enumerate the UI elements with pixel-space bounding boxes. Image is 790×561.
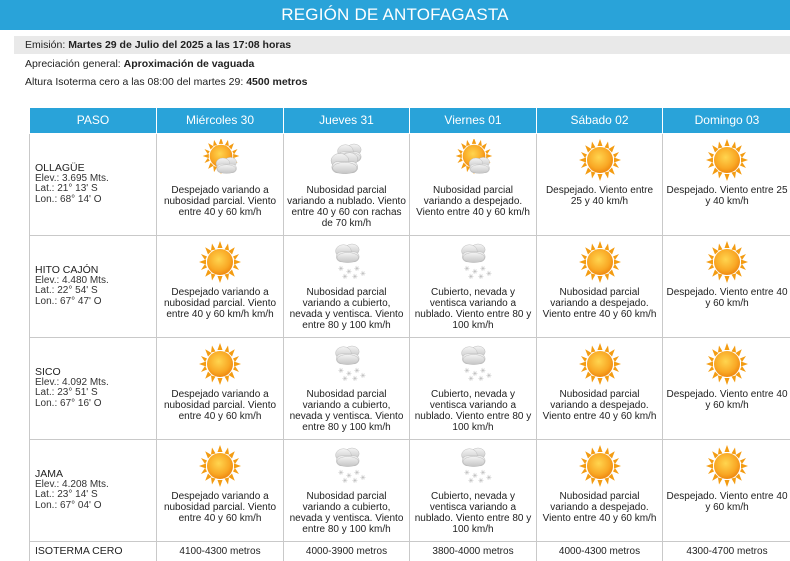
paso-lat: Lat.: 23° 51' S	[35, 387, 98, 399]
paso-info-cell	[30, 133, 157, 235]
forecast-text: Nubosidad parcial variando a despejado. Viento entre 40 y 60 km/h	[542, 286, 657, 320]
svg-text:✳: ✳	[472, 471, 478, 480]
partly-cloudy-icon	[197, 139, 243, 181]
sun-icon	[197, 241, 243, 283]
forecast-cell	[157, 133, 284, 235]
sun-icon	[577, 139, 623, 181]
svg-text:✳: ✳	[472, 267, 478, 276]
svg-text:✳: ✳	[480, 468, 486, 477]
snow-icon	[324, 343, 370, 385]
paso-lon: Lon.: 67° 04' O	[35, 499, 102, 511]
forecast-text: Nubosidad parcial variando a cubierto, nevada y ventisca. Viento entre 80 y 100 km/h	[289, 490, 404, 535]
isoterma-row	[30, 541, 790, 561]
isoterma-value-cell: 4100-4300 metros	[157, 541, 284, 561]
paso-name: OLLAGÜE	[35, 161, 85, 174]
sun-icon	[704, 343, 750, 385]
snow-icon	[450, 445, 496, 487]
forecast-text: Despejado variando a nubosidad parcial. Viento entre 40 y 60 km/h	[163, 490, 277, 524]
svg-text:✳: ✳	[464, 264, 470, 273]
forecast-text: Despejado. Viento entre 25 y 40 km/h	[545, 184, 654, 207]
svg-text:✳: ✳	[478, 374, 484, 383]
paso-info-cell	[30, 337, 157, 439]
svg-text:✳: ✳	[351, 272, 358, 281]
sun-icon	[704, 241, 750, 283]
forecast-cell	[537, 439, 663, 541]
paso-elev: Elev.: 4.480 Mts.	[35, 274, 109, 286]
forecast-cell	[663, 439, 790, 541]
svg-text:✳: ✳	[480, 264, 486, 273]
forecast-cell	[537, 235, 663, 337]
forecast-cell	[410, 133, 537, 235]
col-header-day: Domingo 03	[663, 108, 790, 133]
forecast-cell	[157, 337, 284, 439]
col-header-day: Sábado 02	[537, 108, 663, 133]
forecast-cell	[410, 235, 537, 337]
svg-text:✳: ✳	[480, 366, 486, 375]
forecast-cell	[157, 235, 284, 337]
paso-lon: Lon.: 68° 14' O	[35, 193, 102, 205]
isoterma-row-label: ISOTERMA CERO	[30, 541, 157, 561]
forecast-cell	[663, 337, 790, 439]
paso-row	[30, 235, 790, 337]
region-banner	[0, 0, 790, 30]
forecast-text: Despejado. Viento entre 40 y 60 km/h	[666, 286, 788, 309]
svg-text:✳: ✳	[359, 371, 366, 380]
forecast-cell	[410, 439, 537, 541]
forecast-cell	[537, 133, 663, 235]
svg-text:✳: ✳	[341, 374, 348, 383]
sun-icon	[197, 445, 243, 487]
sun-icon	[577, 241, 623, 283]
paso-lon: Lon.: 67° 16' O	[35, 397, 102, 409]
forecast-cell	[284, 133, 410, 235]
forecast-text: Despejado variando a nubosidad parcial. Viento entre 40 y 60 km/h	[163, 388, 277, 422]
svg-text:✳: ✳	[351, 374, 358, 383]
svg-text:✳: ✳	[478, 476, 484, 485]
col-header-day: Jueves 31	[284, 108, 410, 133]
col-header-day: Viernes 01	[410, 108, 537, 133]
svg-text:✳: ✳	[341, 272, 348, 281]
paso-lon: Lon.: 67° 47' O	[35, 295, 102, 307]
table-header-row	[30, 108, 790, 133]
forecast-cell	[284, 439, 410, 541]
forecast-text: Despejado. Viento entre 40 y 60 km/h	[666, 388, 788, 411]
paso-row	[30, 337, 790, 439]
emision-bar	[14, 36, 790, 54]
svg-text:✳: ✳	[478, 272, 484, 281]
isoterma-label: Altura Isoterma cero a las 08:00 del martes 29:	[25, 76, 247, 88]
svg-text:✳: ✳	[468, 374, 474, 383]
forecast-text: Nubosidad parcial variando a despejado. Viento entre 40 y 60 km/h	[542, 490, 657, 524]
paso-info-cell	[30, 235, 157, 337]
svg-text:✳: ✳	[337, 468, 344, 477]
svg-text:✳: ✳	[345, 369, 352, 378]
col-header-day: Miércoles 30	[157, 108, 284, 133]
forecast-cell	[410, 337, 537, 439]
paso-row	[30, 133, 790, 235]
col-header-paso: PASO	[30, 108, 157, 133]
svg-text:✳: ✳	[464, 468, 470, 477]
svg-text:✳: ✳	[468, 476, 474, 485]
forecast-cell	[663, 235, 790, 337]
forecast-text: Despejado variando a nubosidad parcial. Viento entre 40 y 60 km/h	[163, 184, 277, 218]
paso-info-cell	[30, 439, 157, 541]
forecast-text: Nubosidad parcial variando a despejado. Viento entre 40 y 60 km/h	[416, 184, 530, 218]
apreciacion-label: Apreciación general:	[25, 58, 124, 70]
svg-text:✳: ✳	[341, 476, 348, 485]
pasos-forecast-table	[29, 108, 790, 561]
forecast-text: Cubierto, nevada y ventisca variando a nublado. Viento entre 80 y 100 km/h	[414, 286, 532, 331]
forecast-text: Despejado variando a nubosidad parcial. Viento entre 40 y 60 km/h km/h	[163, 286, 277, 320]
apreciacion-value: Aproximación de vaguada	[123, 58, 255, 70]
forecast-text: Nubosidad parcial variando a cubierto, nevada y ventisca. Viento entre 80 y 100 km/h	[289, 286, 404, 331]
forecast-text: Cubierto, nevada y ventisca variando a nublado. Viento entre 80 y 100 km/h	[414, 490, 532, 535]
forecast-cell	[537, 337, 663, 439]
sun-icon	[704, 445, 750, 487]
svg-text:✳: ✳	[353, 366, 360, 375]
paso-name: SICO	[35, 365, 61, 378]
snow-icon	[450, 241, 496, 283]
sun-icon	[704, 139, 750, 181]
svg-text:✳: ✳	[472, 369, 478, 378]
isoterma-value-cell: 4000-3900 metros	[284, 541, 410, 561]
paso-lat: Lat.: 23° 14' S	[35, 489, 98, 501]
forecast-text: Despejado. Viento entre 25 y 40 km/h	[666, 184, 788, 207]
forecast-cell	[663, 133, 790, 235]
cloudy-icon	[324, 139, 370, 181]
isoterma-line	[25, 75, 308, 89]
sun-icon	[577, 343, 623, 385]
forecast-text: Despejado. Viento entre 40 y 60 km/h	[666, 490, 788, 513]
emision-value: Martes 29 de Julio del 2025 a las 17:08 horas	[68, 39, 292, 51]
svg-text:✳: ✳	[359, 473, 366, 482]
apreciacion-line	[25, 57, 254, 71]
svg-text:✳: ✳	[351, 476, 358, 485]
svg-text:✳: ✳	[464, 366, 470, 375]
paso-elev: Elev.: 3.695 Mts.	[35, 172, 109, 184]
svg-text:✳: ✳	[468, 272, 474, 281]
isoterma-value-cell: 3800-4000 metros	[410, 541, 537, 561]
partly-cloudy-icon	[450, 139, 496, 181]
svg-text:✳: ✳	[486, 371, 492, 380]
svg-text:✳: ✳	[486, 473, 492, 482]
paso-row	[30, 439, 790, 541]
paso-elev: Elev.: 4.208 Mts.	[35, 478, 109, 490]
sun-icon	[577, 445, 623, 487]
snow-icon	[324, 241, 370, 283]
sun-icon	[197, 343, 243, 385]
svg-text:✳: ✳	[345, 267, 352, 276]
paso-name: JAMA	[35, 467, 64, 480]
snow-icon	[324, 445, 370, 487]
forecast-cell	[284, 337, 410, 439]
isoterma-value: 4500 metros	[246, 76, 308, 88]
paso-elev: Elev.: 4.092 Mts.	[35, 376, 109, 388]
svg-text:✳: ✳	[353, 468, 360, 477]
svg-text:✳: ✳	[359, 269, 366, 278]
svg-text:✳: ✳	[353, 264, 360, 273]
region-title: REGIÓN DE ANTOFAGASTA	[281, 5, 509, 24]
isoterma-value-cell: 4300-4700 metros	[663, 541, 790, 561]
emision-label: Emisión:	[25, 39, 69, 51]
snow-icon	[450, 343, 496, 385]
svg-text:✳: ✳	[337, 366, 344, 375]
paso-lat: Lat.: 21° 13' S	[35, 183, 98, 195]
forecast-text: Cubierto, nevada y ventisca variando a nublado. Viento entre 80 y 100 km/h	[414, 388, 532, 433]
svg-text:✳: ✳	[337, 264, 344, 273]
isoterma-value-cell: 4000-4300 metros	[537, 541, 663, 561]
svg-text:✳: ✳	[345, 471, 352, 480]
forecast-text: Nubosidad parcial variando a despejado. Viento entre 40 y 60 km/h	[542, 388, 657, 422]
paso-name: HITO CAJÓN	[35, 263, 99, 276]
paso-lat: Lat.: 22° 54' S	[35, 285, 98, 297]
forecast-text: Nubosidad parcial variando a nublado. Viento entre 40 y 60 con rachas de 70 km/h	[287, 184, 406, 229]
svg-text:✳: ✳	[486, 269, 492, 278]
forecast-cell	[284, 235, 410, 337]
forecast-cell	[157, 439, 284, 541]
forecast-text: Nubosidad parcial variando a cubierto, nevada y ventisca. Viento entre 80 y 100 km/h	[289, 388, 404, 433]
